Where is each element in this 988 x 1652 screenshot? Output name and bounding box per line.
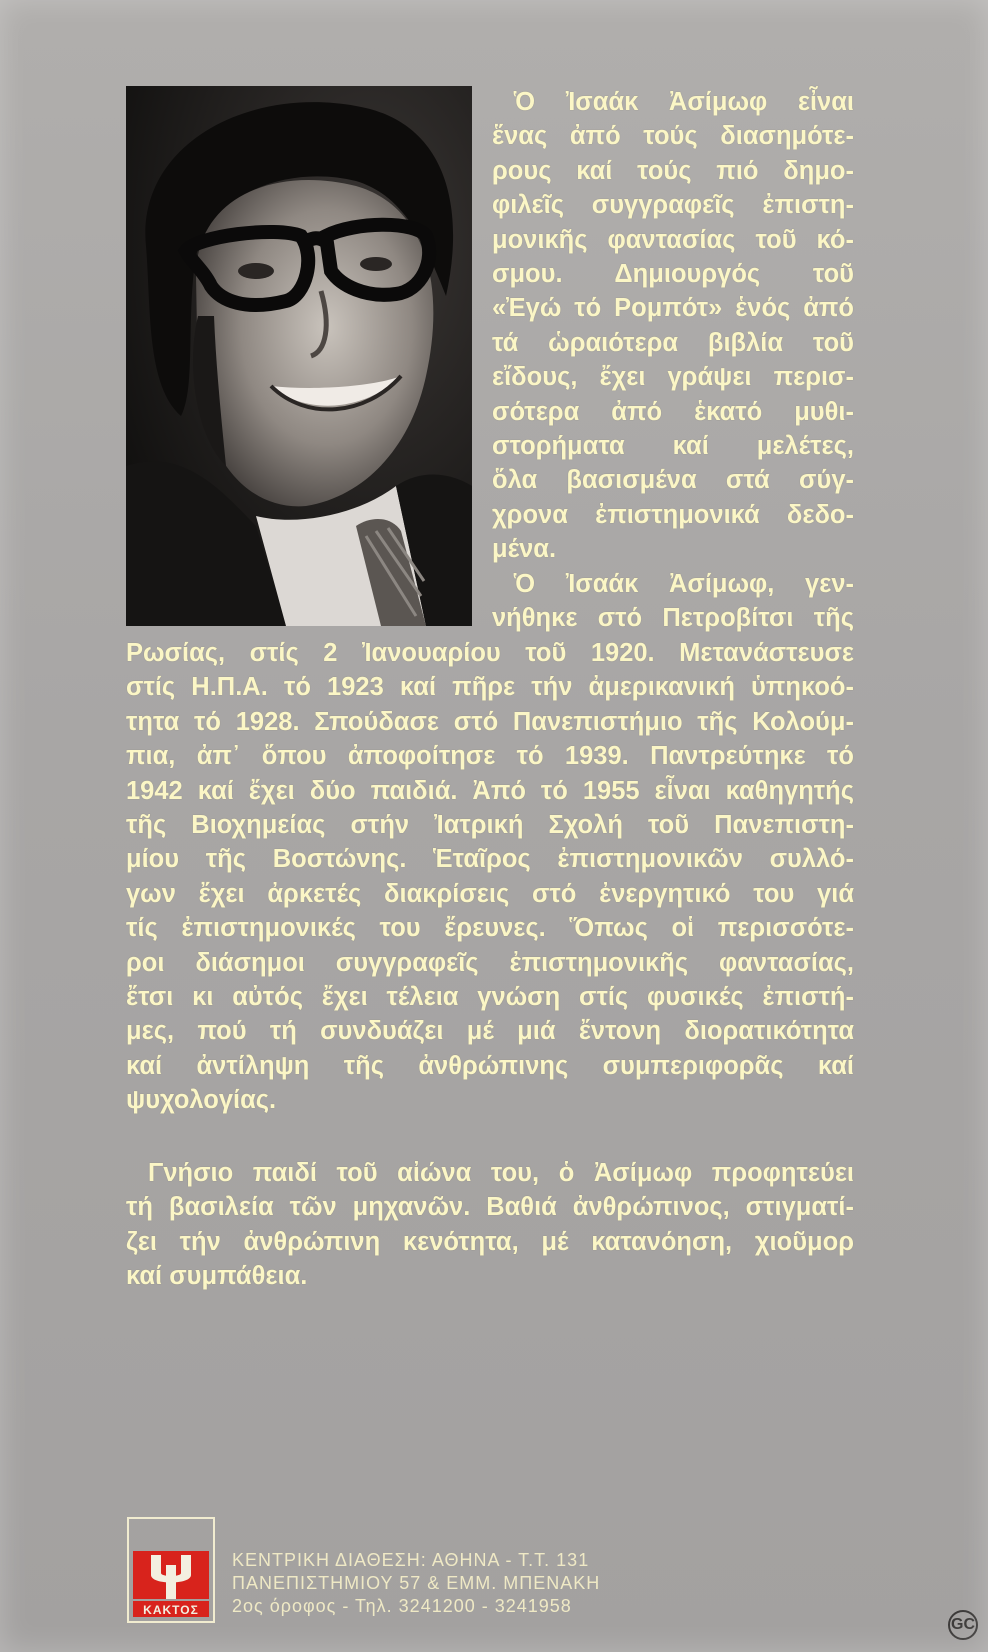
gc-watermark: GC xyxy=(948,1610,978,1640)
bio-line: Ὁ Ἰσαάκ Ἀσίμωφ εἶναι xyxy=(514,88,854,116)
bio-line: ἔτσι κι αὐτός ἔχει τέλεια γνώση στίς φυσικές ἐπιστή- xyxy=(126,983,854,1012)
bio-line: στορήματα καί μελέτες, xyxy=(492,432,854,461)
bio-line: νήθηκε στό Πετροβίτσι τῆς xyxy=(492,604,854,633)
publisher-line-phone: 2ος όροφος - Τηλ. 3241200 - 3241958 xyxy=(232,1596,572,1616)
bio-line: ὅλα βασισμένα στά σύγ- xyxy=(492,466,854,495)
bio-line: στίς Η.Π.Α. τό 1923 καί πῆρε τήν ἀμερικανική ὑπηκοό- xyxy=(126,673,854,702)
bio-line: ἕνας ἀπό τούς διασημότε- xyxy=(492,122,854,151)
bio-line: τά ὡραιότερα βιβλία τοῦ xyxy=(492,328,854,357)
bio-line: μες, πού τή συνδυάζει μέ μιά ἔντονη διορατικότητα xyxy=(126,1017,854,1046)
bio-line: «Ἐγώ τό Ρομπότ» ἑνός ἀπό xyxy=(492,294,854,323)
bio-line: γων ἔχει ἀρκετές διακρίσεις στό ἐνεργητικό του γιά xyxy=(126,879,854,908)
closing-line: Γνήσιο παιδί τοῦ αἰώνα του, ὁ Ἀσίμωφ προφητεύει xyxy=(148,1159,854,1187)
bio-line: τίς ἐπιστημονικές του ἔρευνες. Ὅπως οἱ περισσότε- xyxy=(126,914,854,943)
bio-line: εἴδους, ἔχει γράψει περισ- xyxy=(492,363,854,392)
author-portrait-illustration xyxy=(126,86,472,626)
bio-line: μίου τῆς Βοστώνης. Ἑταῖρος ἐπιστημονικῶν συλλό- xyxy=(126,845,854,874)
bio-main-paragraph xyxy=(126,636,854,1118)
logo-wordmark: ΚΑΚΤΟΣ xyxy=(143,1603,199,1617)
bio-line: πια, ἀπ᾿ ὅπου ἀποφοίτησε τό 1939. Παντρεύτηκε τό xyxy=(126,742,854,771)
closing-line: ζει τήν ἀνθρώπινη κενότητα, μέ κατανόηση, χιοῦμορ xyxy=(126,1227,854,1256)
publisher-line-street: ΠΑΝΕΠΙΣΤΗΜΙΟΥ 57 & ΕΜΜ. ΜΠΕΝΑΚΗ xyxy=(232,1573,601,1593)
bio-line: τητα τό 1928. Σπούδασε στό Πανεπιστήμιο τῆς Κολούμ- xyxy=(126,707,854,736)
bio-line: σμου. Δημιουργός τοῦ xyxy=(492,260,854,289)
bio-line: Ρωσίας, στίς 2 Ἰανουαρίου τοῦ 1920. Μετανάστευσε xyxy=(126,639,854,667)
bio-line: Ὁ Ἰσαάκ Ἀσίμωφ, γεν- xyxy=(514,569,854,598)
bio-line: μονικῆς φαντασίας τοῦ κό- xyxy=(492,225,854,254)
bio-line: 1942 καί ἔχει δύο παιδιά. Ἀπό τό 1955 εἶναι καθηγητής xyxy=(126,776,854,805)
bio-intro-column xyxy=(492,85,854,636)
bio-line: φιλεῖς συγγραφεῖς ἐπιστη- xyxy=(492,191,854,220)
bio-line: σότερα ἀπό ἑκατό μυθι- xyxy=(492,397,854,426)
author-photo xyxy=(126,86,472,626)
closing-paragraph xyxy=(126,1156,854,1294)
publisher-line-distribution: ΚΕΝΤΡΙΚΗ ΔΙΑΘΕΣΗ: ΑΘΗΝΑ - Τ.Τ. 131 xyxy=(232,1550,590,1570)
bio-line: καί ἀντίληψη τῆς ἀνθρώπινης συμπεριφορᾶς καί xyxy=(126,1051,854,1080)
kaktos-logo-icon xyxy=(129,1519,213,1621)
bio-line: ροι διάσημοι συγγραφεῖς ἐπιστημονικῆς φαντασίας, xyxy=(126,948,854,977)
closing-line: καί συμπάθεια. xyxy=(126,1262,308,1291)
bio-line: μένα. xyxy=(492,535,557,564)
publisher-address xyxy=(232,1549,600,1618)
bio-line: χρονα ἐπιστημονικά δεδο- xyxy=(492,500,854,529)
bio-line: ρους καί τούς πιό δημο- xyxy=(492,156,854,185)
bio-line: τῆς Βιοχημείας στήν Ἰατρική Σχολή τοῦ Πανεπιστη- xyxy=(126,811,854,840)
bio-line: ψυχολογίας. xyxy=(126,1086,277,1115)
closing-line: τή βασιλεία τῶν μηχανῶν. Βαθιά ἀνθρώπινος, στιγματί- xyxy=(126,1193,854,1222)
publisher-logo xyxy=(127,1517,215,1623)
